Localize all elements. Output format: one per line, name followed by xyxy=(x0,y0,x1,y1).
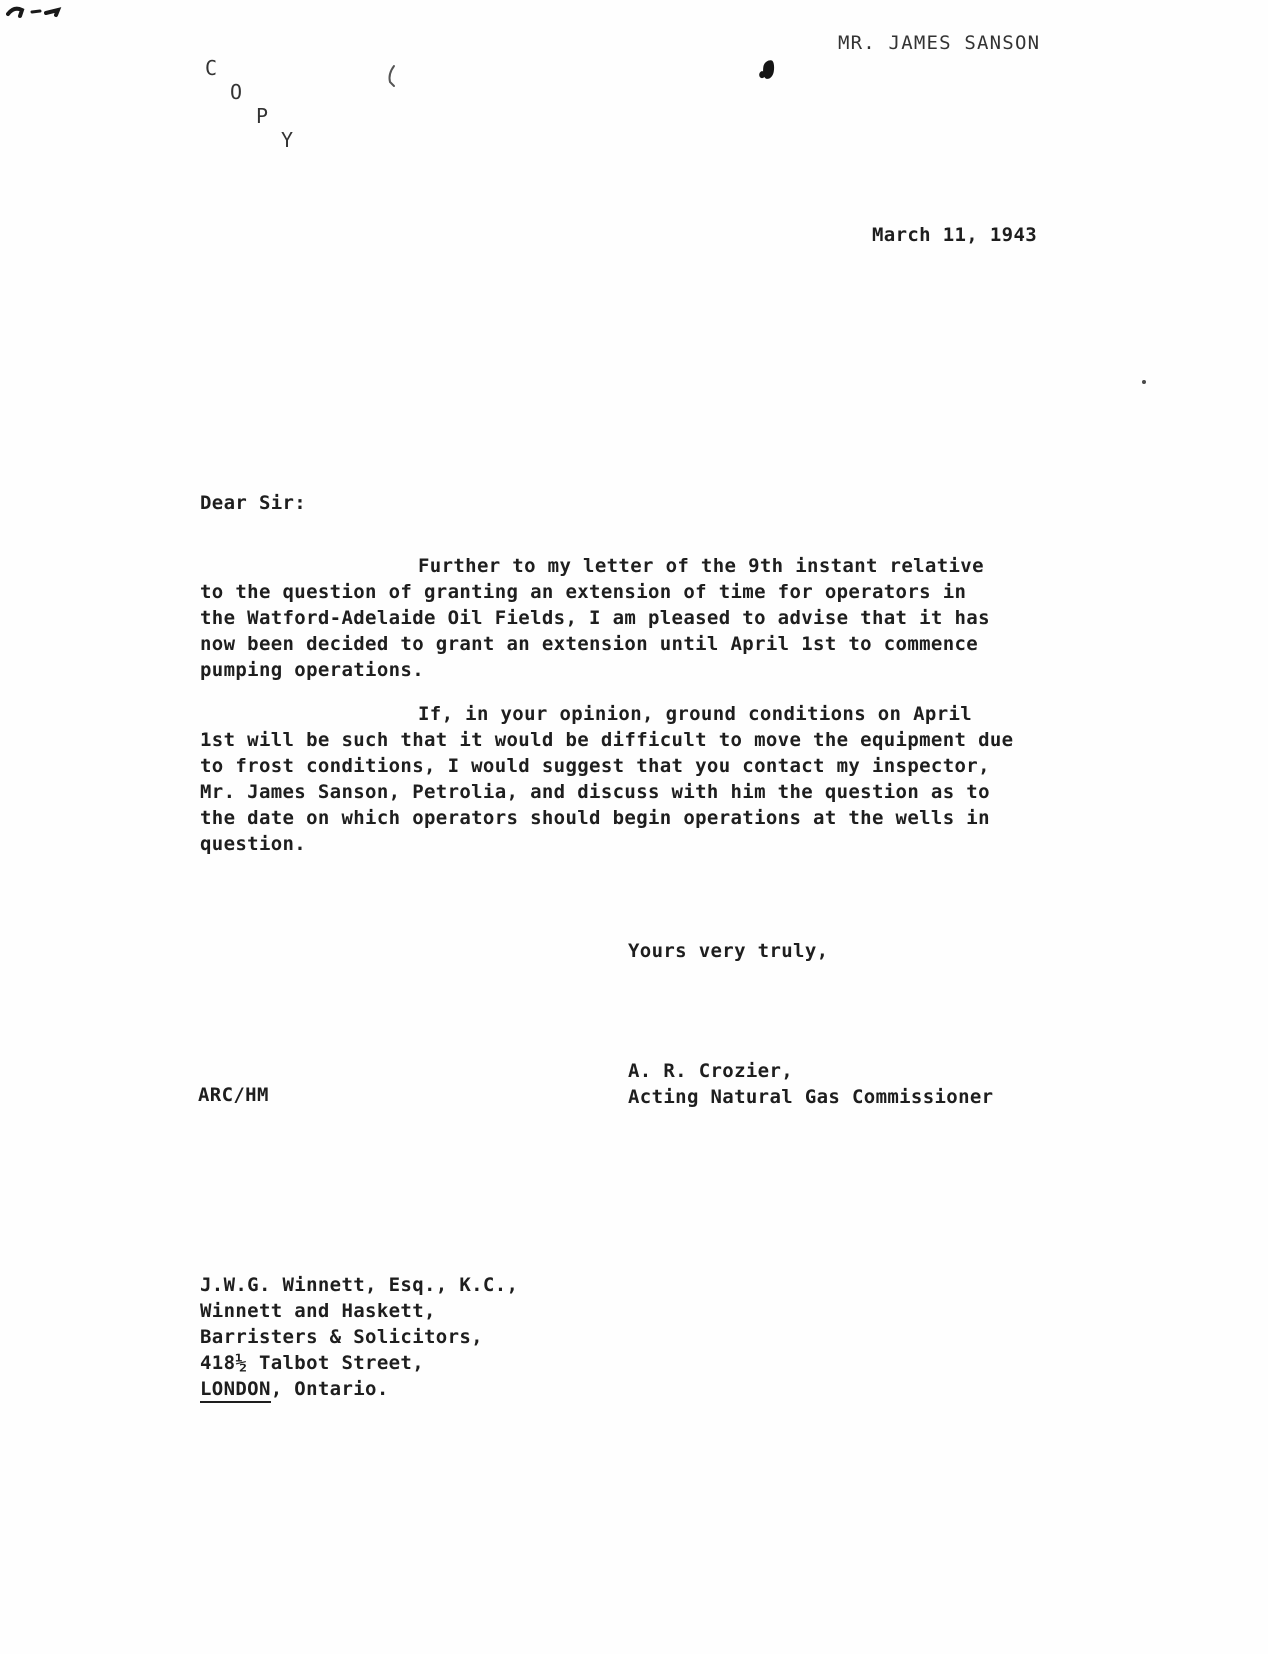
address-city-underlined: LONDON xyxy=(200,1378,271,1403)
body-line: question. xyxy=(200,833,307,855)
salutation: Dear Sir: xyxy=(200,492,307,514)
address-line: 418½ Talbot Street, xyxy=(200,1352,424,1374)
signature-name: A. R. Crozier, xyxy=(628,1060,794,1082)
address-line: Winnett and Haskett, xyxy=(200,1300,436,1322)
body-paragraph-1 xyxy=(200,553,1040,683)
body-line: pumping operations. xyxy=(200,659,424,681)
copy-mark-letter-p: P xyxy=(256,104,269,128)
body-line: to frost conditions, I would suggest that you contact my inspector, xyxy=(200,755,990,777)
complimentary-closing: Yours very truly, xyxy=(628,940,829,962)
address-line: J.W.G. Winnett, Esq., K.C., xyxy=(200,1274,519,1296)
body-line: Mr. James Sanson, Petrolia, and discuss with him the question as to xyxy=(200,781,990,803)
address-line: Barristers & Solicitors, xyxy=(200,1326,483,1348)
recipient-header: MR. JAMES SANSON xyxy=(838,32,1041,54)
copy-mark-letter-c: C xyxy=(205,56,218,80)
copy-mark-letter-y: Y xyxy=(281,128,294,152)
body-line: If, in your opinion, ground conditions on April xyxy=(418,703,973,725)
body-paragraph-2 xyxy=(200,701,1040,857)
body-line: now been decided to grant an extension until April 1st to commence xyxy=(200,633,979,655)
body-line: 1st will be such that it would be difficult to move the equipment due xyxy=(200,729,1014,751)
paper-speck xyxy=(1142,380,1146,384)
letter-date: March 11, 1943 xyxy=(872,224,1038,246)
reference-initials: ARC/HM xyxy=(198,1084,269,1106)
pen-scribble-mark xyxy=(6,2,76,22)
recipient-address-block xyxy=(200,1272,518,1402)
body-line: the Watford-Adelaide Oil Fields, I am pleased to advise that it has xyxy=(200,607,990,629)
body-line: Further to my letter of the 9th instant relative xyxy=(418,555,984,577)
pen-tick-mark xyxy=(380,62,404,92)
signature-title: Acting Natural Gas Commissioner xyxy=(628,1086,994,1108)
copy-mark-letter-o: O xyxy=(230,80,243,104)
body-line: to the question of granting an extension of time for operators in xyxy=(200,581,967,603)
body-line: the date on which operators should begin operations at the wells in xyxy=(200,807,990,829)
address-city-suffix: , Ontario. xyxy=(270,1378,389,1400)
address-line-city xyxy=(200,1376,518,1402)
ink-blot xyxy=(762,59,776,79)
